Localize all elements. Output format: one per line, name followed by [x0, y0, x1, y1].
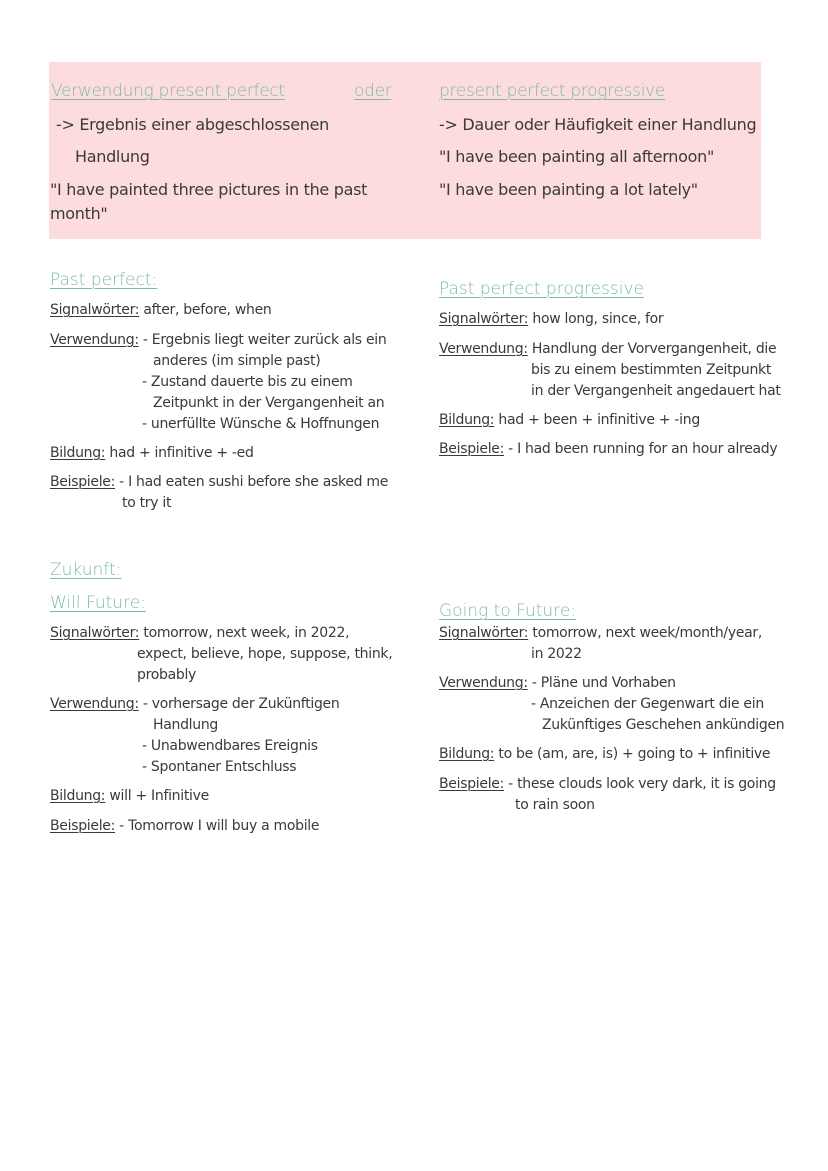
use-label: Verwendung: — [50, 696, 139, 712]
ppp-signal-row — [439, 311, 663, 327]
going-to-future-title: Going to Future: — [439, 601, 577, 621]
past-perfect-signal-row — [50, 302, 271, 318]
past-perfect-use-line-5: - unerfüllte Wünsche & Hoffnungen — [142, 416, 380, 432]
box-left-line-2: Handlung — [75, 147, 150, 166]
signal-text: how long, since, for — [532, 311, 664, 327]
example-line-1: - I had eaten sushi before she asked me — [119, 474, 389, 490]
use-label: Verwendung: — [50, 332, 139, 348]
use-label: Verwendung: — [439, 675, 528, 691]
going-signal-row — [439, 625, 762, 641]
going-use-row — [439, 675, 676, 691]
build-text: will + Infinitive — [109, 788, 209, 804]
use-line-1: - Pläne und Vorhaben — [531, 675, 676, 691]
ppp-build-row — [439, 412, 700, 428]
example-label: Beispiele: — [439, 441, 505, 457]
box-left-line-4: month" — [50, 204, 108, 223]
use-line-1: - vorhersage der Zukünftigen — [142, 696, 340, 712]
box-right-line-2: "I have been painting all afternoon" — [439, 147, 714, 166]
past-perfect-example-row — [50, 474, 388, 490]
box-left-line-3: "I have painted three pictures in the past — [50, 180, 368, 199]
going-use-line-3: Zukünftiges Geschehen ankündigen — [542, 717, 785, 733]
build-text: to be (am, are, is) + going to + infinitive — [498, 746, 771, 762]
oder-label: oder — [354, 81, 392, 101]
example-text: - I had been running for an hour already — [508, 441, 778, 457]
going-example-line-2: to rain soon — [515, 797, 595, 813]
ppp-use-line-2: bis zu einem bestimmten Zeitpunkt — [531, 362, 772, 378]
will-example-row — [50, 818, 319, 834]
example-label: Beispiele: — [50, 474, 116, 490]
signal-line-1: tomorrow, next week/month/year, — [532, 625, 763, 641]
going-signal-line-2: in 2022 — [531, 646, 582, 662]
ppp-example-row — [439, 441, 777, 457]
present-perfect-progressive-heading: present perfect progressive — [439, 81, 666, 101]
will-signal-line-2: expect, believe, hope, suppose, think, — [137, 646, 393, 662]
signal-label: Signalwörter: — [50, 302, 140, 318]
past-perfect-use-line-3: - Zustand dauerte bis zu einem — [142, 374, 353, 390]
going-build-row — [439, 746, 770, 762]
will-future-title: Will Future: — [50, 593, 146, 613]
build-label: Bildung: — [439, 746, 495, 762]
box-left-line-1: -> Ergebnis einer abgeschlossenen — [56, 115, 329, 134]
will-use-line-4: - Spontaner Entschluss — [142, 759, 297, 775]
use-line-1: - Ergebnis liegt weiter zurück als ein — [142, 332, 387, 348]
present-perfect-heading: Verwendung present perfect — [51, 81, 285, 101]
signal-label: Signalwörter: — [50, 625, 140, 641]
past-perfect-use-line-2: anderes (im simple past) — [153, 353, 321, 369]
box-right-line-1: -> Dauer oder Häufigkeit einer Handlung — [439, 115, 757, 134]
example-label: Beispiele: — [439, 776, 505, 792]
past-perfect-progressive-title: Past perfect progressive — [439, 279, 644, 299]
ppp-use-line-3: in der Vergangenheit angedauert hat — [531, 383, 781, 399]
past-perfect-build-row — [50, 445, 254, 461]
example-text: - Tomorrow I will buy a mobile — [119, 818, 320, 834]
will-use-row — [50, 696, 339, 712]
past-perfect-example-line-2: to try it — [122, 495, 172, 511]
signal-text: after, before, when — [143, 302, 272, 318]
past-perfect-use-line-4: Zeitpunkt in der Vergangenheit an — [153, 395, 385, 411]
build-label: Bildung: — [50, 445, 106, 461]
example-line-1: - these clouds look very dark, it is going — [508, 776, 776, 792]
going-use-line-2: - Anzeichen der Gegenwart die ein — [531, 696, 764, 712]
will-use-line-3: - Unabwendbares Ereignis — [142, 738, 318, 754]
use-line-1: Handlung der Vorvergangenheit, die — [531, 341, 777, 357]
past-perfect-use-row — [50, 332, 386, 348]
zukunft-title: Zukunft: — [50, 560, 122, 580]
example-label: Beispiele: — [50, 818, 116, 834]
build-label: Bildung: — [50, 788, 106, 804]
build-text: had + infinitive + -ed — [109, 445, 254, 461]
signal-line-1: tomorrow, next week, in 2022, — [143, 625, 350, 641]
going-example-row — [439, 776, 776, 792]
use-label: Verwendung: — [439, 341, 528, 357]
build-label: Bildung: — [439, 412, 495, 428]
signal-label: Signalwörter: — [439, 625, 529, 641]
will-signal-line-3: probably — [137, 667, 197, 683]
build-text: had + been + infinitive + -ing — [498, 412, 700, 428]
will-build-row — [50, 788, 209, 804]
ppp-use-row — [439, 341, 776, 357]
will-use-line-2: Handlung — [153, 717, 218, 733]
box-right-line-3: "I have been painting a lot lately" — [439, 180, 698, 199]
past-perfect-title: Past perfect: — [50, 270, 158, 290]
will-signal-row — [50, 625, 349, 641]
signal-label: Signalwörter: — [439, 311, 529, 327]
